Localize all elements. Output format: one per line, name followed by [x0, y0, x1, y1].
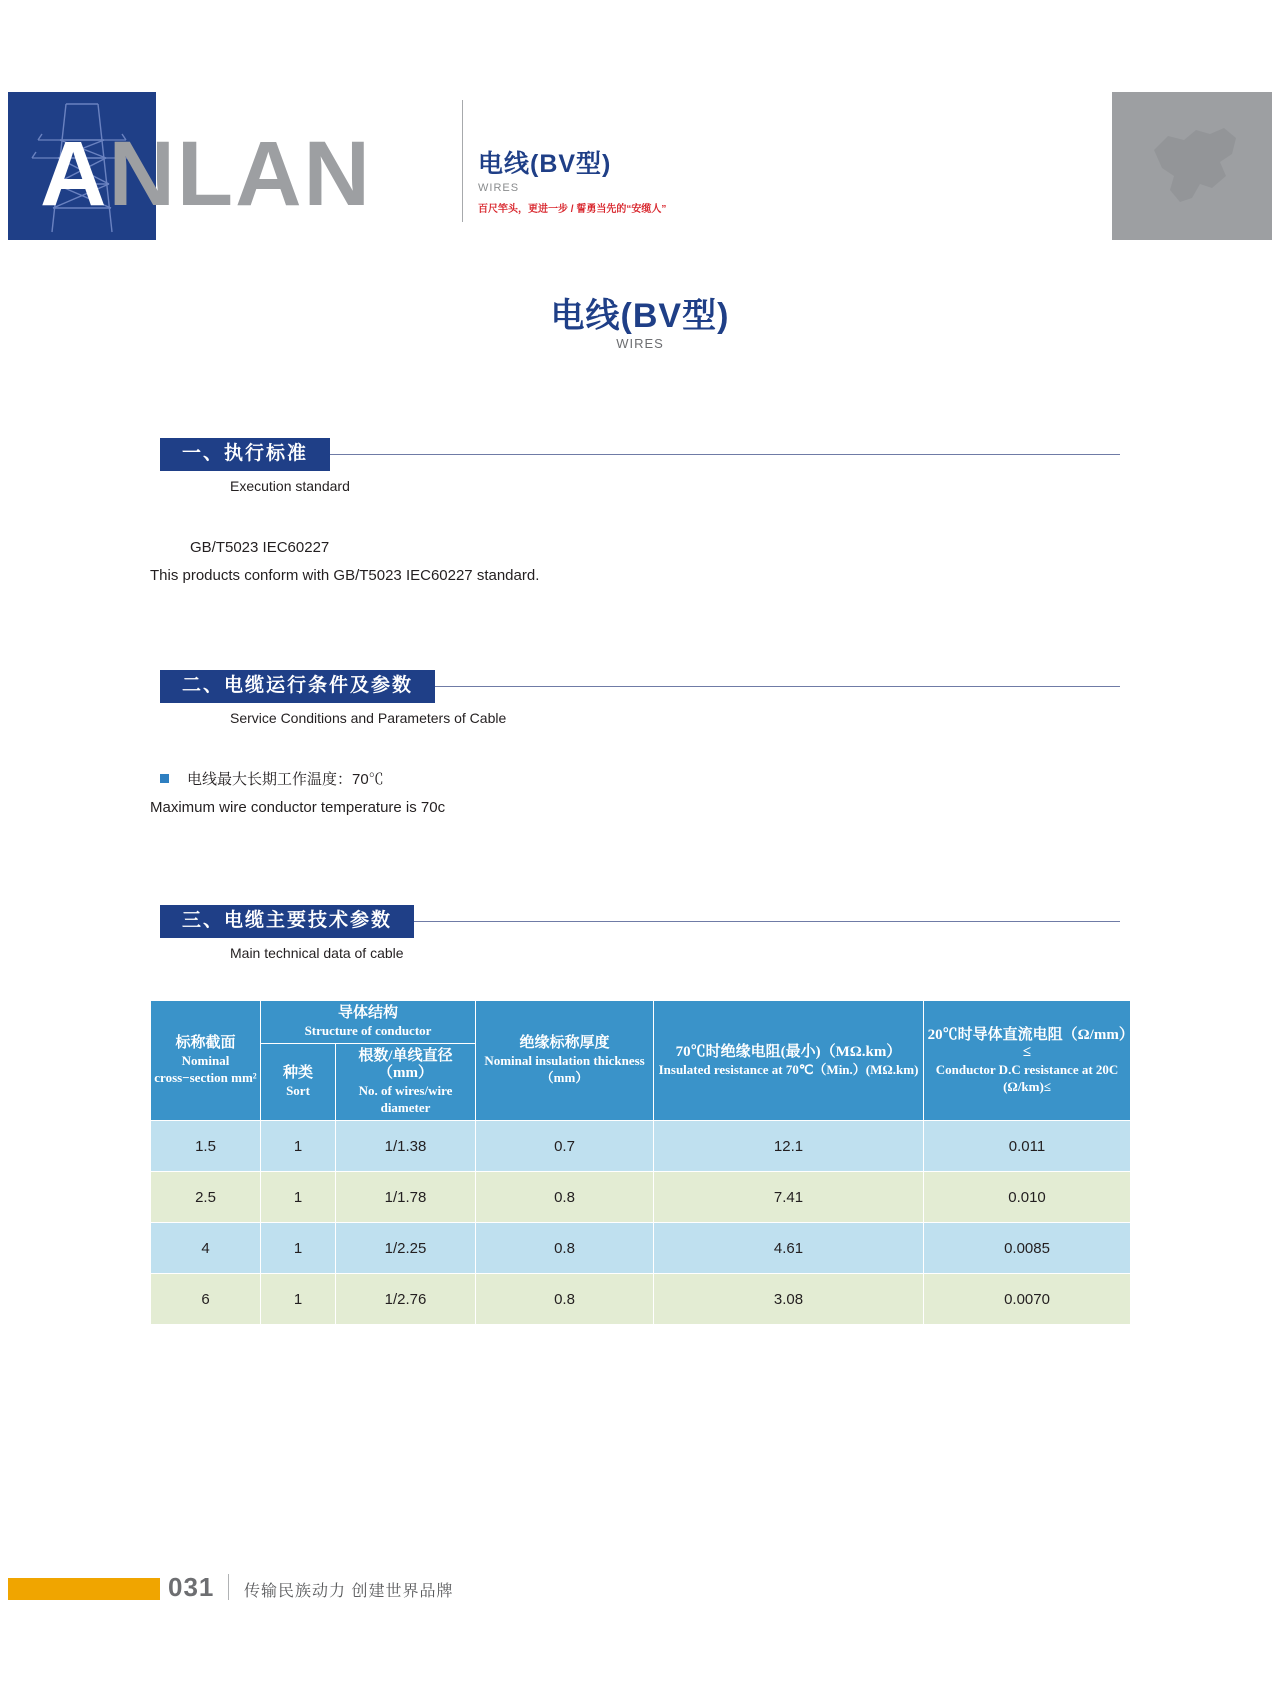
section-1-subtitle: Execution standard [230, 478, 350, 494]
temperature-bullet-en: Maximum wire conductor temperature is 70c [150, 799, 446, 816]
header-title-en: WIRES [478, 182, 520, 194]
cell-insulation: 0.8 [476, 1223, 654, 1274]
page-subtitle: WIRES [616, 336, 664, 351]
technical-data-table-wrap [150, 1000, 1130, 1325]
table-header-row-1 [151, 1001, 1131, 1044]
th-structure-of-conductor: 导体结构 Structure of conductor [261, 1001, 476, 1044]
china-map-icon [1140, 110, 1250, 222]
logo-letters-rest: NLAN [108, 123, 372, 225]
cell-nominal: 6 [151, 1274, 261, 1325]
bullet-square-icon [160, 774, 169, 783]
th-sort: 种类 Sort [261, 1044, 336, 1121]
cell-dc20: 0.010 [924, 1172, 1131, 1223]
footer-accent-bar [8, 1578, 160, 1600]
footer-page-number: 031 [168, 1572, 215, 1602]
cell-insulation: 0.8 [476, 1172, 654, 1223]
table-row [151, 1274, 1131, 1325]
th-nominal-insulation-thickness: 绝缘标称厚度 Nominal insulation thickness（mm） [476, 1001, 654, 1121]
table-row [151, 1172, 1131, 1223]
th-no-of-wires: 根数/单线直径（mm） No. of wires/wire diameter [336, 1044, 476, 1121]
section-service-conditions [160, 670, 1120, 726]
footer-divider [228, 1574, 229, 1600]
section-execution-standard [160, 438, 1120, 494]
section-3-subtitle: Main technical data of cable [230, 945, 404, 961]
cell-dc20: 0.011 [924, 1121, 1131, 1172]
section-2-bar [160, 670, 1120, 702]
footer-slogan: 传输民族动力 创建世界品牌 [244, 1583, 454, 1600]
section-2-tag: 二、电缆运行条件及参数 [160, 670, 435, 703]
technical-data-table [150, 1000, 1131, 1325]
standard-conformance-text: This products conform with GB/T5023 IEC60227 standard. [150, 567, 540, 584]
cell-sort: 1 [261, 1223, 336, 1274]
th-nominal-cross-section: 标称截面 Nominal cross−section mm² [151, 1001, 261, 1121]
header-slogan: 百尺竿头，更进一步 / 誓勇当先的“安缆人” [478, 204, 667, 215]
section-3-tag: 三、电缆主要技术参数 [160, 905, 414, 938]
temperature-bullet-cn: 电线最大长期工作温度：70℃ [187, 771, 384, 788]
section-3-bar [160, 905, 1120, 937]
header-title-cn: 电线(BV型) [478, 150, 612, 178]
section-1-tag: 一、执行标准 [160, 438, 330, 471]
table-row [151, 1223, 1131, 1274]
cell-wires: 1/2.25 [336, 1223, 476, 1274]
header-divider [462, 100, 463, 222]
cell-dc20: 0.0070 [924, 1274, 1131, 1325]
cell-sort: 1 [261, 1172, 336, 1223]
logo-letter-a: A [40, 123, 109, 225]
section-2-subtitle: Service Conditions and Parameters of Cable [230, 710, 507, 726]
cell-resistance70: 3.08 [654, 1274, 924, 1325]
cell-nominal: 1.5 [151, 1121, 261, 1172]
page-header [0, 92, 1280, 240]
cell-resistance70: 4.61 [654, 1223, 924, 1274]
cell-nominal: 2.5 [151, 1172, 261, 1223]
cell-wires: 1/1.78 [336, 1172, 476, 1223]
cell-resistance70: 7.41 [654, 1172, 924, 1223]
cell-sort: 1 [261, 1274, 336, 1325]
cell-insulation: 0.7 [476, 1121, 654, 1172]
cell-wires: 1/2.76 [336, 1274, 476, 1325]
section-1-bar [160, 438, 1120, 470]
section-technical-data [160, 905, 1120, 961]
cell-dc20: 0.0085 [924, 1223, 1131, 1274]
logo-wordmark [40, 100, 372, 248]
cell-insulation: 0.8 [476, 1274, 654, 1325]
page-footer [0, 1570, 1280, 1610]
temperature-bullet-row [160, 768, 384, 789]
cell-sort: 1 [261, 1121, 336, 1172]
cell-wires: 1/1.38 [336, 1121, 476, 1172]
th-insulated-resistance-70c: 70℃时绝缘电阻(最小)（MΩ.km） Insulated resistance at 70℃（Min.）(MΩ.km) [654, 1001, 924, 1121]
th-dc-resistance-20c: 20℃时导体直流电阻（Ω/mm）≤ Conductor D.C resistance at 20C (Ω/km)≤ [924, 1001, 1131, 1121]
cell-resistance70: 12.1 [654, 1121, 924, 1172]
table-row [151, 1121, 1131, 1172]
header-graphic-box [1112, 92, 1272, 240]
cell-nominal: 4 [151, 1223, 261, 1274]
standard-code-text: GB/T5023 IEC60227 [190, 539, 330, 556]
page-title: 电线(BV型) [550, 297, 730, 335]
